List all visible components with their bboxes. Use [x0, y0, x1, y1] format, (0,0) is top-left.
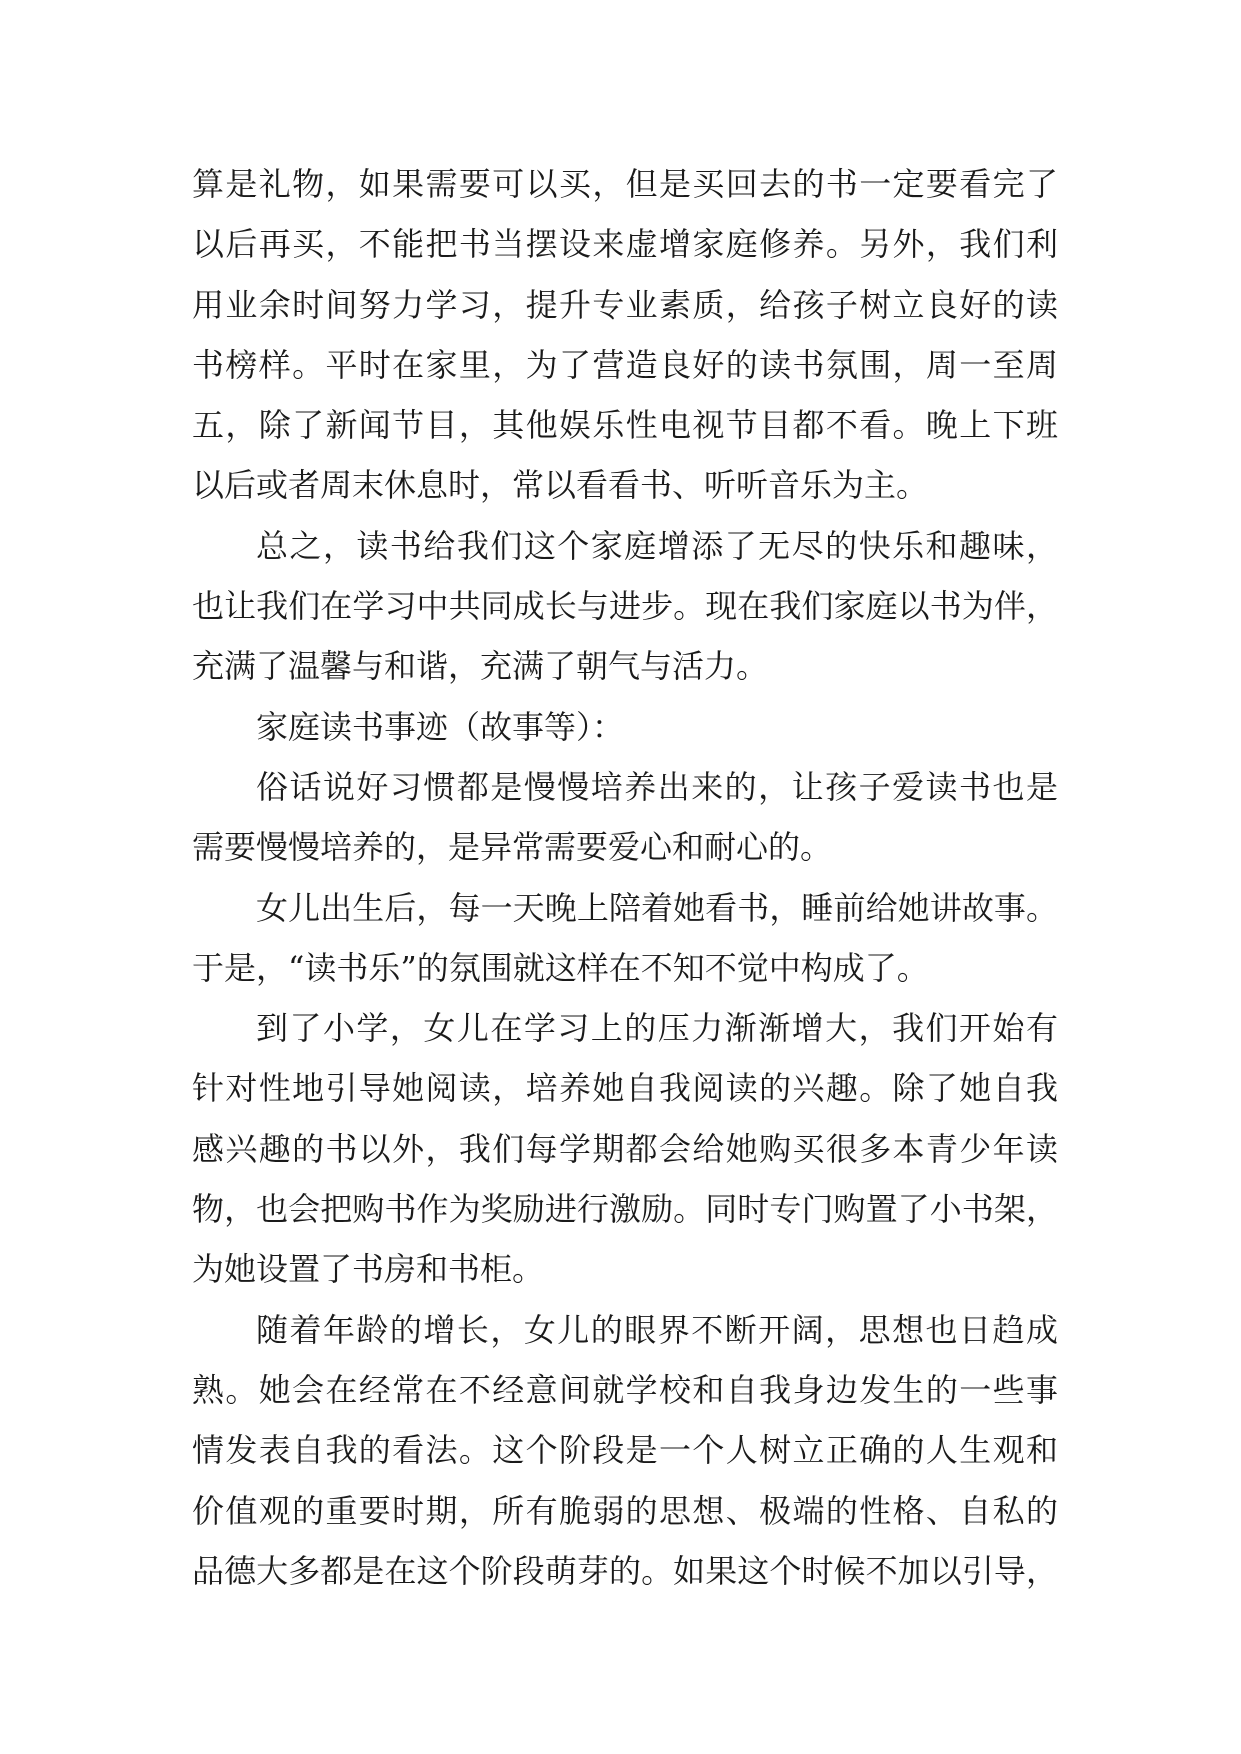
- text-line: 物，也会把购书作为奖励进行激励。同时专门购置了小书架，: [192, 1190, 1058, 1229]
- text-line: 针对性地引导她阅读，培养她自我阅读的兴趣。除了她自我: [192, 1069, 1058, 1108]
- text-line: 用业余时间努力学习，提升专业素质，给孩子树立良好的读: [192, 285, 1058, 324]
- text-line: 于是，“读书乐”的氛围就这样在不知不觉中构成了。: [192, 948, 929, 987]
- text-line: 充满了温馨与和谐，充满了朝气与活力。: [192, 647, 769, 686]
- text-line: 五，除了新闻节目，其他娱乐性电视节目都不看。晚上下班: [192, 406, 1058, 445]
- text-line: 书榜样。平时在家里，为了营造良好的读书氛围，周一至周: [192, 345, 1058, 384]
- text-line: 也让我们在学习中共同成长与进步。现在我们家庭以书为伴，: [192, 587, 1058, 626]
- text-line: 感兴趣的书以外，我们每学期都会给她购买很多本青少年读: [192, 1129, 1058, 1168]
- text-line: 俗话说好习惯都是慢慢培养出来的，让孩子爱读书也是: [256, 767, 1058, 806]
- text-line: 到了小学，女儿在学习上的压力渐渐增大，我们开始有: [256, 1009, 1058, 1048]
- text-line: 为她设置了书房和书柜。: [192, 1250, 545, 1289]
- text-line: 女儿出生后，每一天晚上陪着她看书，睡前给她讲故事。: [256, 888, 1058, 927]
- text-line: 熟。她会在经常在不经意间就学校和自我身边发生的一些事: [192, 1370, 1058, 1409]
- text-line: 总之，读书给我们这个家庭增添了无尽的快乐和趣味，: [256, 526, 1058, 565]
- text-line: 以后或者周末休息时，常以看看书、听听音乐为主。: [192, 466, 929, 505]
- text-line: 算是礼物，如果需要可以买，但是买回去的书一定要看完了: [192, 165, 1058, 203]
- text-line: 价值观的重要时期，所有脆弱的思想、极端的性格、自私的: [192, 1491, 1058, 1530]
- text-line: 情发表自我的看法。这个阶段是一个人树立正确的人生观和: [192, 1431, 1058, 1470]
- text-line: 以后再买，不能把书当摆设来虚增家庭修养。另外，我们利: [192, 225, 1058, 264]
- text-line: 需要慢慢培养的，是异常需要爱心和耐心的。: [192, 828, 833, 867]
- text-line: 品德大多都是在这个阶段萌芽的。如果这个时候不加以引导，: [192, 1551, 1058, 1590]
- text-line: 随着年龄的增长，女儿的眼界不断开阔，思想也日趋成: [256, 1310, 1058, 1349]
- document-body: [192, 154, 1058, 1601]
- text-line: 家庭读书事迹（故事等）：: [256, 707, 625, 746]
